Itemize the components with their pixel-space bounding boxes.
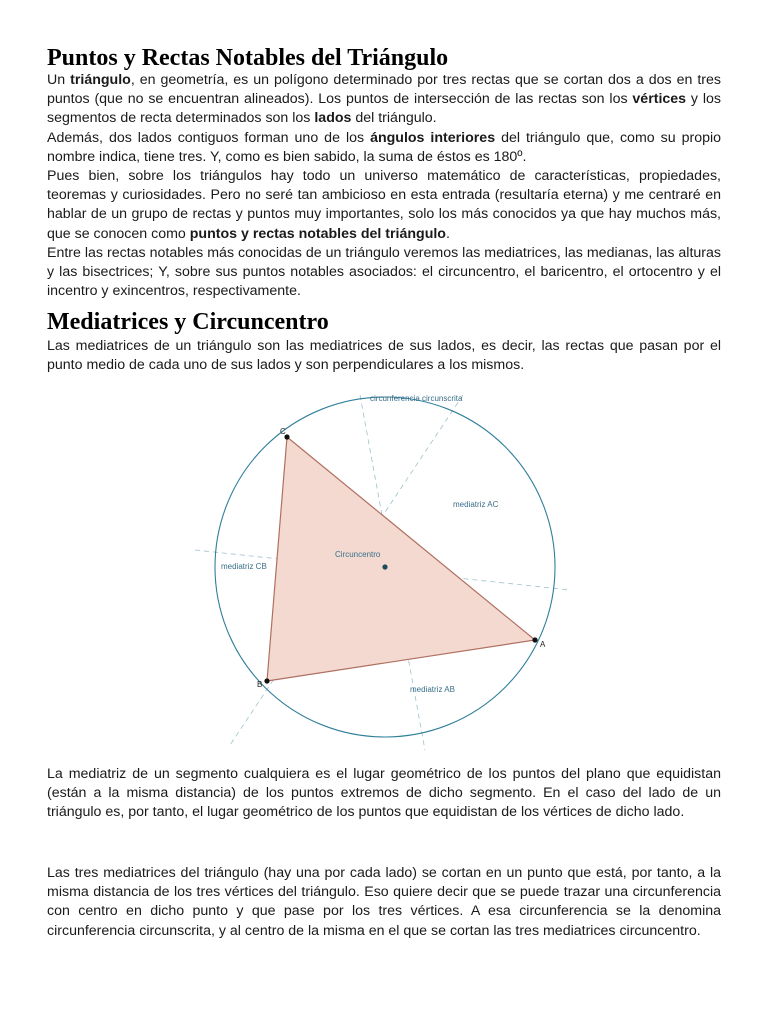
vertex-a-point bbox=[532, 637, 537, 642]
vertex-b-label: B bbox=[257, 680, 263, 689]
triangle bbox=[267, 437, 535, 681]
vertex-c-label: C bbox=[280, 427, 286, 436]
circumcenter-label: Circuncentro bbox=[335, 550, 381, 559]
circle-label: circunferencia circunscrita bbox=[370, 394, 463, 403]
vertex-a-label: A bbox=[540, 640, 546, 649]
intro-paragraph-3: Pues bien, sobre los triángulos hay todo un universo matemático de características, propiedades, teoremas y curiosidades. Pero no seré tan ambicioso en esta entrada (resultaría eterna) y me centraré en hablar de un grupo de rectas y puntos muy importantes, solo los más conocidos ya que hay muchos más, que se conocen como puntos y rectas notables del triángulo. bbox=[47, 168, 721, 242]
mediatriz-ab-label: mediatriz AB bbox=[410, 685, 455, 694]
circumcircle-figure bbox=[185, 380, 585, 750]
vertex-b-point bbox=[264, 678, 269, 683]
circumcenter-explanation-text: Las tres mediatrices del triángulo (hay una por cada lado) se cortan en un punto que está, por tanto, a la misma distancia de los tres vértices del triángulo. Eso quiere decir que se puede trazar una circunferencia con centro en dicho punto y que pase por los tres vértices. A esa circunferencia se la denomina circunferencia circunscrita, y al centro de la misma en el que se cortan las tres mediatrices circuncentro. bbox=[47, 865, 721, 939]
term-puntos-rectas-notables: puntos y rectas notables del triángulo bbox=[189, 225, 446, 242]
term-vertices: vértices bbox=[632, 91, 687, 108]
section-title: Mediatrices y Circuncentro bbox=[47, 309, 329, 335]
intro-text bbox=[47, 71, 721, 301]
circumcenter-point bbox=[382, 564, 387, 569]
term-lados: lados bbox=[314, 110, 352, 127]
term-angulos-interiores: ángulos interiores bbox=[370, 129, 496, 146]
term-triangulo: triángulo bbox=[70, 72, 131, 88]
intro-paragraph-1: Un triángulo, en geometría, es un polígono determinado por tres rectas que se cortan dos a dos en tres puntos (que no se encuentran alineados). Los puntos de intersección de las rectas son los vértices y los segmentos de recta determinados son los lados del triángulo. bbox=[47, 72, 722, 127]
mediatriz-ac-label: mediatriz AC bbox=[453, 500, 499, 509]
intro-paragraph-4: Entre las rectas notables más conocidas de un triángulo veremos las mediatrices, las medianas, las alturas y las bisectrices; Y, sobre sus puntos notables asociados: el circuncentro, el baricentro, el ortocentro y el incentro y exincentros, respectivamente. bbox=[47, 244, 721, 300]
mediatriz-definition-text: La mediatriz de un segmento cualquiera es el lugar geométrico de los puntos del plano que equidistan (están a la misma distancia) de los puntos extremos de dicho segmento. En el caso del lado de un triángulo es, por tanto, el lugar geométrico de los puntos que equidistan de los vértices de dicho lado. bbox=[47, 766, 721, 821]
mediatriz-cb-label: mediatriz CB bbox=[221, 562, 267, 571]
page-title: Puntos y Rectas Notables del Triángulo bbox=[47, 45, 449, 71]
section-intro-text: Las mediatrices de un triángulo son las mediatrices de sus lados, es decir, las rectas que pasan por el punto medio de cada uno de sus lados y son perpendiculares a los mismos. bbox=[47, 338, 721, 374]
intro-paragraph-2: Además, dos lados contiguos forman uno de los ángulos interiores del triángulo que, como su propio nombre indica, tiene tres. Y, como es bien sabido, la suma de éstos es 180º. bbox=[47, 129, 722, 165]
